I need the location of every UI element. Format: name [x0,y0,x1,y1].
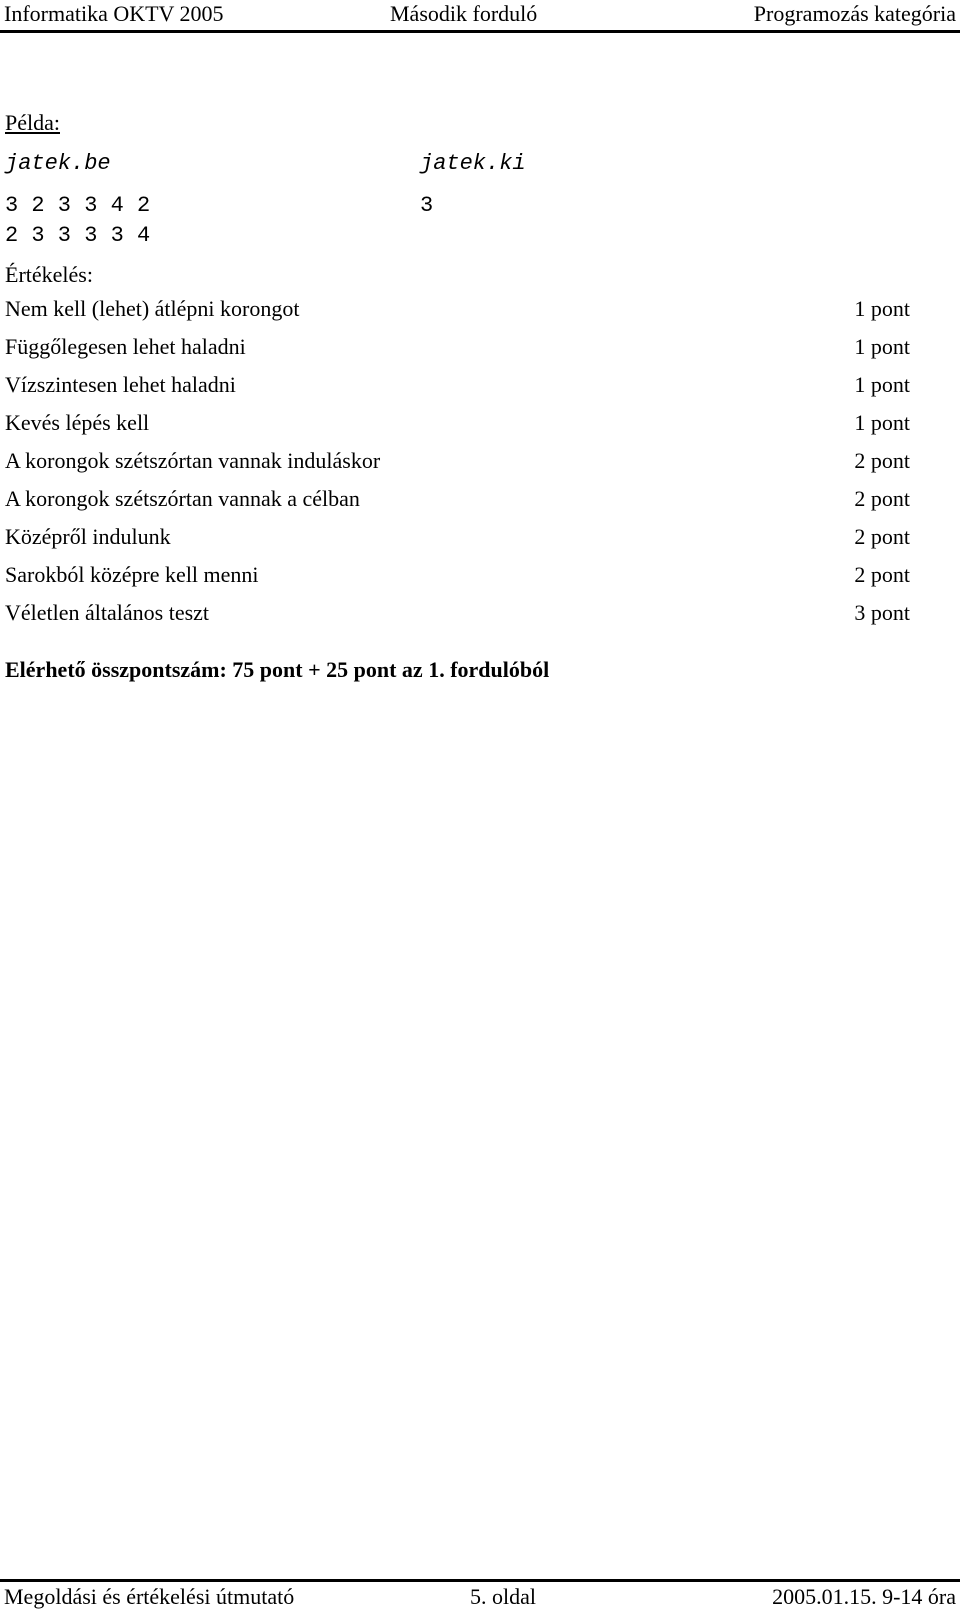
score-points: 2 pont [854,448,910,473]
header-category: Programozás kategória [753,1,956,26]
score-points: 2 pont [854,524,910,549]
score-row [5,600,910,638]
score-row [5,524,910,562]
score-description: Sarokból középre kell menni [5,562,259,587]
score-row [5,410,910,448]
output-file-name: jatek.ki [420,151,526,176]
score-points: 1 pont [854,296,910,321]
score-description: Függőlegesen lehet haladni [5,334,246,359]
score-row [5,562,910,600]
output-line: 3 [420,193,434,218]
evaluation-label: Értékelés: [5,262,93,287]
header-round: Második forduló [390,1,538,26]
score-row [5,296,910,334]
score-table [5,296,910,638]
score-row [5,334,910,372]
score-description: Vízszintesen lehet haladni [5,372,236,397]
score-description: Nem kell (lehet) átlépni korongot [5,296,300,321]
header-competition: Informatika OKTV 2005 [4,1,224,26]
input-file-name: jatek.be [5,151,111,176]
footer-date: 2005.01.15. 9-14 óra [772,1584,956,1609]
score-points: 2 pont [854,562,910,587]
score-points: 1 pont [854,372,910,397]
score-row [5,372,910,410]
example-label: Példa: [5,110,60,135]
input-line: 3 2 3 3 4 2 [5,193,151,218]
page-header [0,0,960,33]
score-points: 2 pont [854,486,910,511]
score-points: 1 pont [854,410,910,435]
score-points: 1 pont [854,334,910,359]
input-line: 2 3 3 3 3 4 [5,223,151,248]
score-row [5,486,910,524]
footer-title: Megoldási és értékelési útmutató [4,1584,295,1609]
page-footer [0,1579,960,1611]
score-description: Véletlen általános teszt [5,600,210,625]
score-description: A korongok szétszórtan vannak a célban [5,486,360,511]
score-description: A korongok szétszórtan vannak induláskor [5,448,381,473]
score-row [5,448,910,486]
score-description: Kevés lépés kell [5,410,150,435]
total-score: Elérhető összpontszám: 75 pont + 25 pont az 1. fordulóból [5,657,550,682]
score-points: 3 pont [854,600,910,625]
score-description: Középről indulunk [5,524,171,549]
footer-page-number: 5. oldal [470,1584,536,1609]
